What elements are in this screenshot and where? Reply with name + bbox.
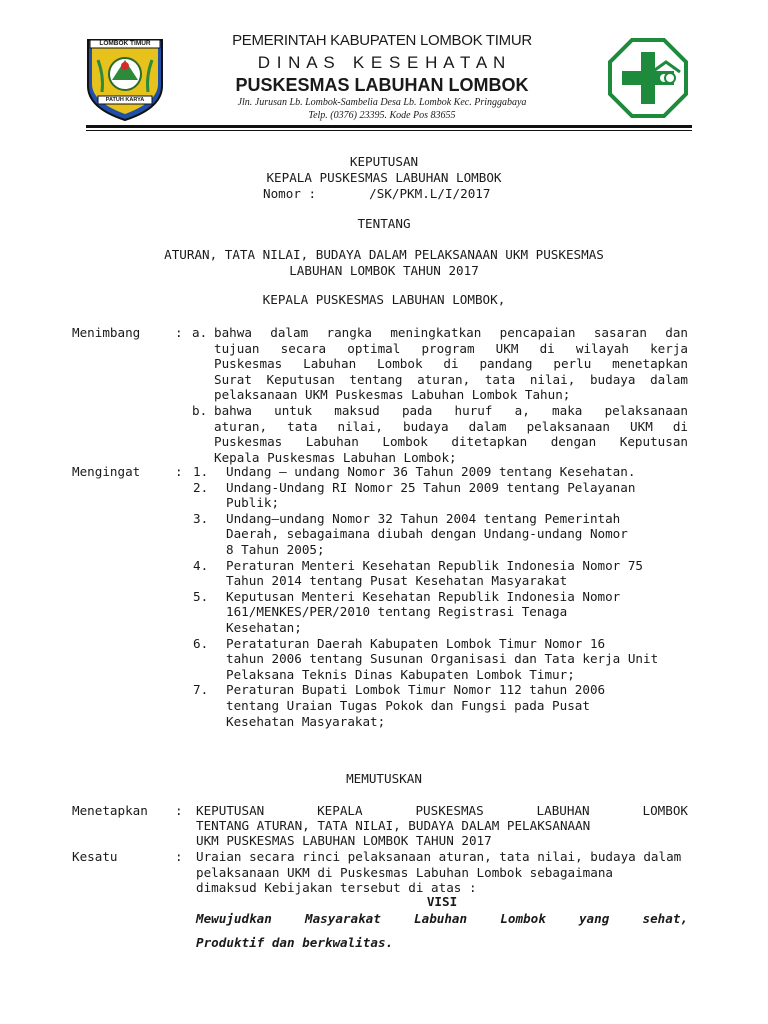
doc-title-office: KEPALA PUSKESMAS LABUHAN LOMBOK — [266, 170, 502, 185]
list-item-marker: 5. — [193, 588, 209, 604]
menetapkan-line-2: TENTANG ATURAN, TATA NILAI, BUDAYA DALAM PELAKSANAAN — [196, 818, 591, 833]
letterhead-rule-thick — [86, 125, 692, 128]
list-item-marker: 7. — [193, 682, 209, 698]
list-item-line: Kepala Puskesmas Labuhan Lombok; — [214, 449, 457, 465]
list-item-line: Peraturan Menteri Kesehatan Republik Indonesia Nomor 75 — [226, 557, 644, 573]
list-item-line: Pelaksana Teknis Dinas Kabupaten Lombok Timur; — [226, 666, 575, 682]
list-item-line: Puskesmas Labuhan Lombok ditetapkan dengan Keputusan — [214, 434, 688, 450]
list-item-marker: 6. — [193, 635, 209, 651]
government-name: PEMERINTAH KABUPATEN LOMBOK TIMUR — [232, 32, 532, 49]
doc-about: TENTANG — [357, 216, 411, 231]
list-item-line: Puskesmas Labuhan Lombok di pandang perlu menetapkan — [214, 356, 688, 372]
facility-phone: Telp. (0376) 23395. Kode Pos 83655 — [308, 110, 456, 121]
list-item-line: pelaksanaan UKM Puskesmas Labuhan Lombok Tahun; — [214, 387, 571, 403]
list-item-line: tahun 2006 tentang Susunan Organisasi dan Tata kerja Unit — [226, 651, 659, 667]
list-item-line: bahwa untuk maksud pada huruf a, maka pelaksanaan — [214, 403, 688, 418]
list-item-line: aturan, tata nilai, budaya dalam pelaksanaan UKM di — [214, 418, 688, 434]
visi-line-1: Mewujudkan Masyarakat Labuhan Lombok yang sehat, — [196, 911, 688, 926]
list-item-line: 161/MENKES/PER/2010 tentang Registrasi Tenaga — [226, 604, 568, 620]
facility-name: PUSKESMAS LABUHAN LOMBOK — [235, 75, 529, 95]
list-item-line: tentang Uraian Tugas Pokok dan Fungsi pada Pusat — [226, 698, 590, 713]
menimbang-label: Menimbang — [72, 325, 141, 340]
list-item-line: Undang – undang Nomor 36 Tahun 2009 tentang Kesehatan. — [226, 464, 636, 479]
menetapkan-line-3: UKM PUSKESMAS LABUHAN LOMBOK TAHUN 2017 — [196, 833, 492, 848]
list-item-marker: b. — [192, 403, 208, 418]
kesatu-label: Kesatu — [72, 849, 118, 864]
list-item-line: Kesehatan Masyarakat; — [226, 713, 386, 729]
facility-address: Jln. Jurusan Lb. Lombok-Sambelia Desa Lb. Lombok Kec. Pringgabaya — [237, 97, 527, 108]
kesatu-line-1: Uraian secara rinci pelaksanaan aturan, tata nilai, budaya dalam — [196, 849, 682, 864]
puskesmas-logo — [608, 38, 688, 118]
doc-subject-1: ATURAN, TATA NILAI, BUDAYA DALAM PELAKSANAAN UKM PUSKESMAS — [164, 247, 604, 262]
doc-title: KEPUTUSAN — [349, 154, 419, 169]
list-item-line: 8 Tahun 2005; — [226, 542, 325, 557]
mengingat-colon: : — [175, 464, 183, 479]
menimbang-colon: : — [175, 325, 183, 340]
list-item-line: Surat Keputusan tentang aturan, tata nilai, budaya dalam — [214, 371, 688, 387]
menetapkan-colon: : — [175, 803, 183, 818]
regency-logo-motto: PATUH KARYA — [105, 97, 145, 103]
list-item-marker: 4. — [193, 557, 209, 573]
doc-subject-2: LABUHAN LOMBOK TAHUN 2017 — [289, 263, 479, 278]
list-item-line: Undang–undang Nomor 32 Tahun 2004 tentang Pemerintah — [226, 510, 621, 526]
kesatu-line-2: pelaksanaan UKM di Puskesmas Labuhan Lombok sebagaimana — [196, 865, 614, 880]
list-item-marker: 3. — [193, 510, 209, 526]
kesatu-colon: : — [175, 849, 183, 864]
agency-name: D I N A S K E S E H A T A N — [257, 53, 507, 72]
list-item-line: Publik; — [226, 495, 280, 511]
puskesmas-cross-icon — [608, 38, 688, 118]
list-item-line: Keputusan Menteri Kesehatan Republik Indonesia Nomor — [226, 588, 621, 604]
list-item-line: bahwa dalam rangka meningkatkan pencapaian sasaran dan — [214, 325, 688, 340]
menetapkan-label: Menetapkan — [72, 803, 148, 818]
regency-shield-icon — [84, 36, 166, 122]
memutuskan-heading: MEMUTUSKAN — [346, 771, 422, 786]
list-item-marker: 2. — [193, 479, 209, 495]
list-item-line: Kesehatan; — [226, 620, 302, 635]
kesatu-line-3: dimaksud Kebijakan tersebut di atas : — [196, 880, 477, 895]
doc-issuer: KEPALA PUSKESMAS LABUHAN LOMBOK, — [262, 292, 506, 307]
list-item-line: Perataturan Daerah Kabupaten Lombok Timur Nomor 16 — [226, 635, 606, 651]
list-item-line: Peraturan Bupati Lombok Timur Nomor 112 tahun 2006 — [226, 682, 606, 698]
regency-emblem — [84, 36, 166, 122]
list-item-line: Daerah, sebagaimana diubah dengan Undang-undang Nomor — [226, 526, 628, 542]
visi-heading: VISI — [426, 894, 458, 909]
list-item-line: tujuan secara optimal program UKM di wilayah kerja — [214, 340, 688, 356]
list-item-marker: a. — [192, 325, 208, 340]
list-item-line: Undang-Undang RI Nomor 25 Tahun 2009 tentang Pelayanan — [226, 479, 636, 495]
letterhead-rule-thin — [86, 130, 692, 131]
regency-logo-text: LOMBOK TIMUR — [99, 40, 151, 47]
list-item-marker: 1. — [193, 464, 209, 479]
menetapkan-line-1: KEPUTUSAN KEPALA PUSKESMAS LABUHAN LOMBOK — [196, 803, 688, 818]
list-item-line: Tahun 2014 tentang Pusat Kesehatan Masyarakat — [226, 573, 568, 589]
visi-line-2: Produktif dan berkwalitas. — [196, 935, 394, 950]
doc-number: Nomor : /SK/PKM.L/I/2017 — [263, 186, 491, 201]
mengingat-label: Mengingat — [72, 464, 141, 479]
